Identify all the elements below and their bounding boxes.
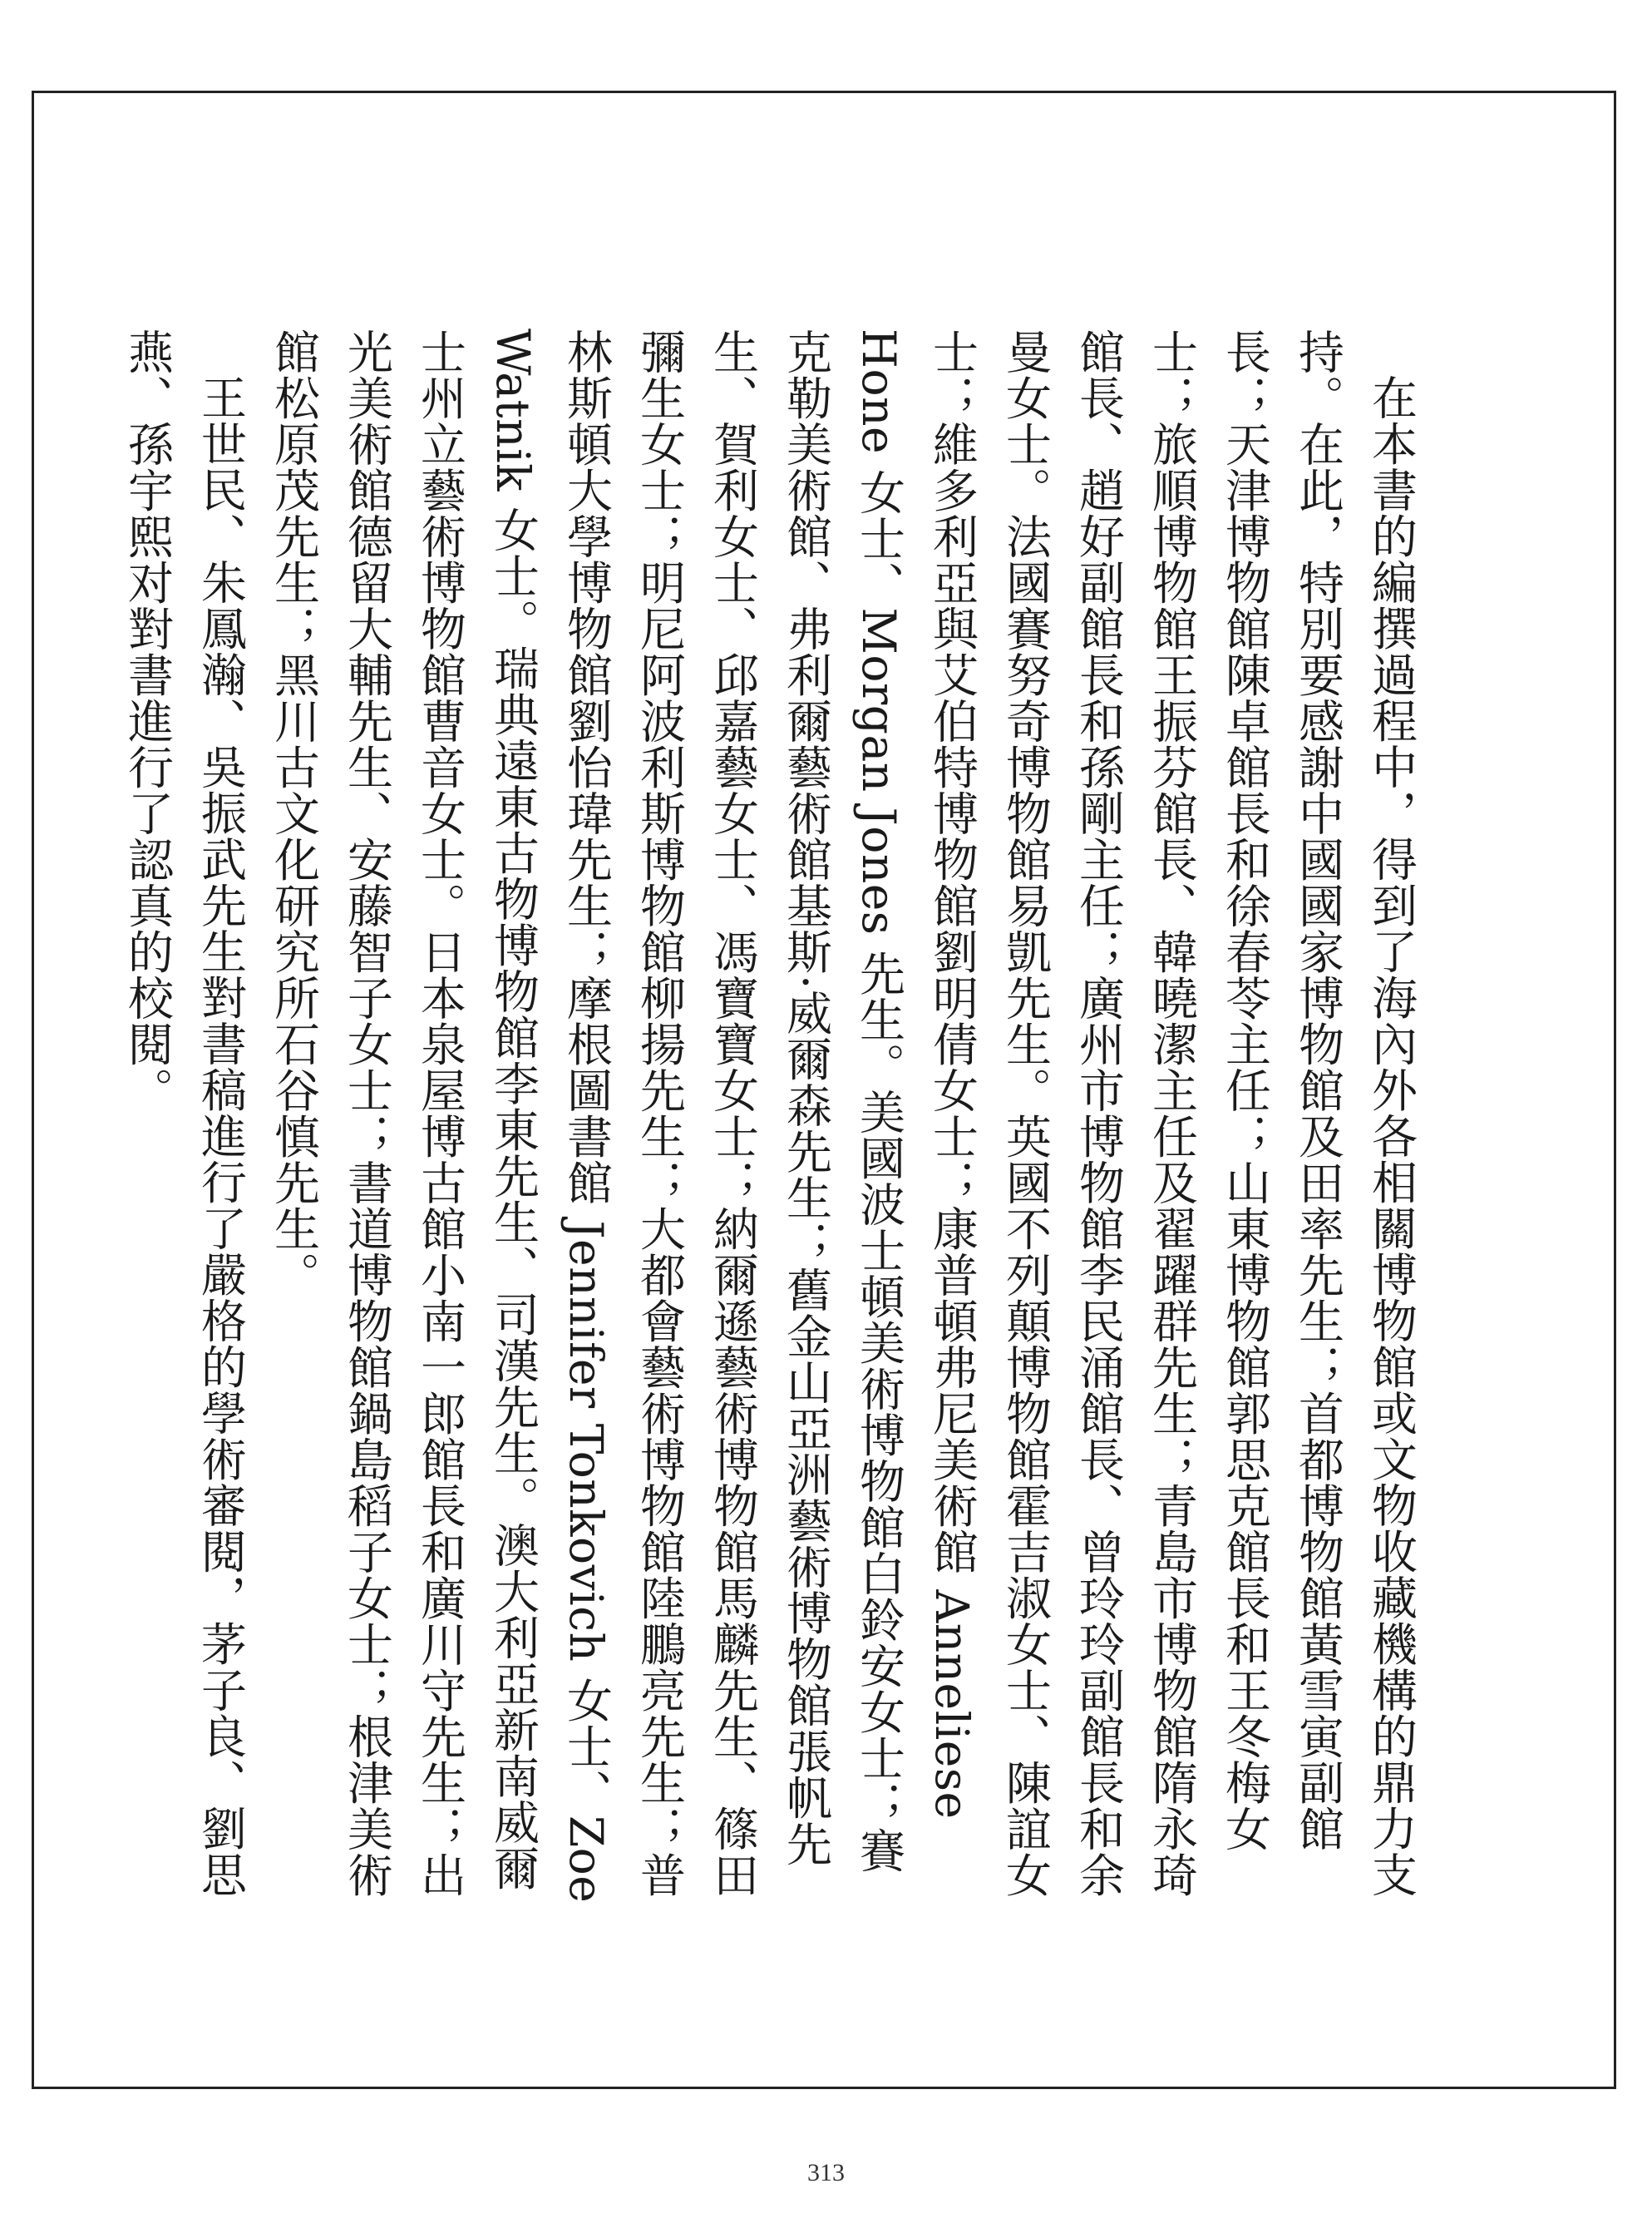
page-number: 313 xyxy=(807,2159,845,2186)
acknowledgements-text xyxy=(111,329,1428,1917)
acknowledgements-paragraph-2: 王世民、朱鳳瀚、吳振武先生對書稿進行了嚴格的學術審閱，茅子良、劉思燕、孫宇熙对對書進行了認真的校閱。 xyxy=(121,329,247,1898)
acknowledgements-paragraph-1: 在本書的編撰過程中，得到了海內外各相關博物館或文物收藏機構的鼎力支持。在此，特別要感謝中國國家博物館及田率先生；首都博物館黃雪寅副館長；天津博物館陳卓館長和徐春苓主任；山東博物館郭思克館長和王冬梅女士；旅順博物館王振芬館長、韓曉潔主任及翟躍群先生；青島市博物館隋永琦館長、趙好副館長和孫剛主任；廣州市博物館李民涌館長、曾玲玲副館長和余曼女士。法國賽努奇博物館易凱先生。英國不列顛博物館霍吉淑女士、陳誼女士；維多利亞與艾伯特博物館劉明倩女士；康普頓弗尼美術館 Anneliese Hone 女士、Morgan Jones 先生。美國波士頓美術博物館白鈴安女士；賽克勒美術館、弗利爾藝術館基斯·威爾森先生；舊金山亞洲藝術博物館張帆先生、賀利女士、邱嘉藝女士、馮寶寶女士；納爾遜藝術博物館馬麟先生、篠田彌生女士；明尼阿波利斯博物館柳揚先生；大都會藝術博物館陸鵬亮先生；普林斯頓大學博物館劉怡瑋先生；摩根圖書館 Jennifer Tonkovich 女士、Zoe Watnik 女士。瑞典遠東古物博物館李東先生、司漢先生。澳大利亞新南威爾士州立藝術博物館曹音女士。日本泉屋博古館小南一郎館長和廣川守先生；出光美術館德留大輔先生、安藤智子女士；書道博物館鍋島稻子女士；根津美術館松原茂先生；黑川古文化研究所石谷慎先生。 xyxy=(267,329,1418,1904)
